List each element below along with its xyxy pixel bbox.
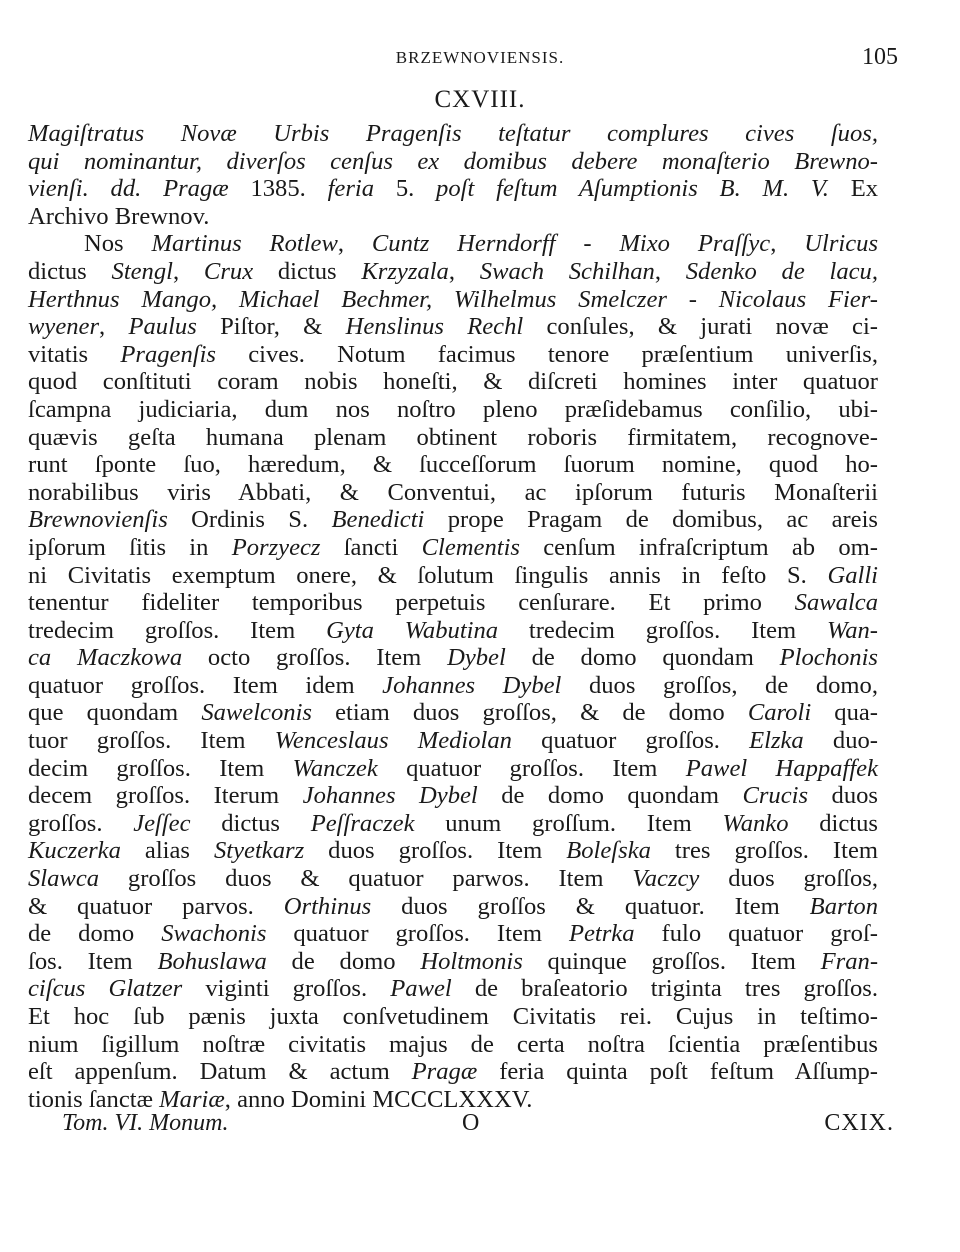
running-title: BRZEWNOVIENSIS. bbox=[395, 48, 565, 67]
text-line bbox=[28, 975, 878, 1003]
roman-text: quævis geſta humana plenam obtinent roboris firmitatem, recognove- bbox=[28, 423, 878, 451]
italic-text: Bohuslawa bbox=[157, 947, 267, 975]
text-line bbox=[28, 341, 878, 369]
text-line bbox=[28, 424, 878, 452]
italic-text: Pawel Happaffek bbox=[685, 754, 878, 782]
roman-text: , bbox=[770, 230, 805, 258]
text-line bbox=[28, 258, 878, 286]
italic-text: Pawel bbox=[390, 975, 452, 1003]
roman-text: groſſos duos & quatuor parwos. Item bbox=[99, 865, 633, 893]
italic-text: Porzyecz bbox=[231, 533, 321, 561]
roman-text: quod conſtituti coram nobis honeſti, & diſcreti homines inter quatuor bbox=[28, 368, 878, 396]
italic-text: qui nominantur, diverſos cenſus ex domibus debere monaſterio Brewno- bbox=[28, 147, 878, 175]
italic-text: Henslinus Rechl bbox=[345, 313, 524, 341]
roman-text: etiam duos groſſos, & de domo bbox=[311, 699, 748, 727]
italic-text: Sawalca bbox=[794, 589, 878, 617]
italic-text: Wenceslaus Mediolan bbox=[274, 727, 512, 755]
roman-text: quatuor groſſos. Item bbox=[266, 920, 569, 948]
roman-text: Archivo Brewnov. bbox=[28, 202, 210, 230]
italic-text: Slawca bbox=[28, 865, 100, 893]
roman-text: tuor groſſos. Item bbox=[28, 727, 275, 755]
italic-text: Pragenſis bbox=[120, 340, 216, 368]
italic-text: Magiſtratus Novæ Urbis Pragenſis teſtatur complures cives ſuos, bbox=[28, 120, 878, 147]
document-body bbox=[28, 120, 878, 1113]
roman-text: duos groſſos, de domo, bbox=[561, 671, 879, 699]
roman-text: duo- bbox=[803, 727, 878, 755]
roman-text: groſſos. bbox=[28, 809, 134, 837]
roman-text: tenentur fideliter temporibus perpetuis cenſurare. Et primo bbox=[28, 589, 795, 617]
roman-text: duos bbox=[808, 782, 878, 810]
roman-text: dictus bbox=[788, 809, 878, 837]
roman-text: Ex bbox=[828, 175, 879, 203]
roman-text: prope Pragam de domibus, ac areis bbox=[424, 506, 878, 534]
text-line bbox=[28, 230, 878, 258]
italic-text: Johannes Dybel bbox=[302, 782, 478, 810]
catchword: CXIX. bbox=[824, 1110, 894, 1136]
roman-text: quinque groſſos. Item bbox=[522, 947, 821, 975]
roman-text: de braſeatorio triginta tres groſſos. bbox=[451, 975, 878, 1003]
roman-text: runt ſponte ſuo, hæredum, & ſucceſſorum ſuorum nomine, quod ho- bbox=[28, 451, 878, 479]
italic-text: Boleſska bbox=[566, 837, 651, 865]
roman-text: , bbox=[448, 257, 480, 285]
text-line bbox=[28, 534, 878, 562]
text-line bbox=[28, 396, 878, 424]
text-line bbox=[28, 479, 878, 507]
document-text bbox=[28, 230, 878, 1113]
italic-text: Vaczcy bbox=[632, 865, 700, 893]
roman-text: feria quinta poſt feſtum Aſſump- bbox=[477, 1058, 878, 1086]
text-line bbox=[28, 313, 878, 341]
roman-text: tredecim groſſos. Item bbox=[498, 616, 827, 644]
sheet-signature: O bbox=[462, 1110, 480, 1136]
page-footer bbox=[0, 1110, 960, 1142]
volume-signature: Tom. VI. Monum. bbox=[62, 1110, 229, 1136]
italic-text: Holtmonis bbox=[420, 947, 523, 975]
roman-text: tionis ſanctæ bbox=[28, 1085, 160, 1113]
roman-text: 1385. bbox=[250, 175, 328, 203]
text-line bbox=[28, 368, 878, 396]
roman-text: fulo quatuor groſ- bbox=[634, 920, 878, 948]
text-line bbox=[28, 755, 878, 783]
text-line bbox=[28, 920, 878, 948]
roman-text: quatuor groſſos. Item bbox=[377, 754, 686, 782]
roman-text: nium ſigillum noſtræ civitatis majus de certa noſtra ſcientia præſentibus bbox=[28, 1030, 878, 1058]
document-summary bbox=[28, 120, 878, 230]
italic-text: Stengl bbox=[111, 257, 173, 285]
text-line bbox=[28, 148, 878, 176]
text-line bbox=[28, 672, 878, 700]
italic-text: Galli bbox=[827, 561, 878, 589]
italic-text: Petrka bbox=[568, 920, 635, 948]
italic-text: feria bbox=[327, 175, 396, 203]
italic-text: Brewnovienſis bbox=[28, 506, 168, 534]
text-line bbox=[28, 617, 878, 645]
roman-text: octo groſſos. Item bbox=[182, 644, 448, 672]
italic-text: Mariæ bbox=[159, 1085, 225, 1113]
roman-text: conſules, & jurati novæ ci- bbox=[523, 313, 878, 341]
italic-text: Swachonis bbox=[161, 920, 267, 948]
text-line bbox=[28, 203, 878, 231]
page-number: 105 bbox=[862, 44, 898, 70]
italic-text: Paulus bbox=[128, 313, 197, 341]
italic-text: poſt feſtum Aſumptionis B. M. V. bbox=[436, 175, 829, 203]
roman-text: qua- bbox=[811, 699, 878, 727]
roman-text: , bbox=[654, 257, 686, 285]
roman-text: , bbox=[337, 230, 372, 258]
italic-text: Plochonis bbox=[779, 644, 878, 672]
roman-text: quatuor groſſos. bbox=[511, 727, 750, 755]
roman-text: ni Civitatis exemptum onere, & ſolutum ſingulis annis in feſto S. bbox=[28, 561, 828, 589]
roman-text: Piſtor, & bbox=[196, 313, 346, 341]
text-line bbox=[28, 589, 878, 617]
italic-text: Benedicti bbox=[331, 506, 425, 534]
text-line bbox=[28, 644, 878, 672]
italic-text: Gyta Wabutina bbox=[326, 616, 499, 644]
text-line bbox=[28, 865, 878, 893]
text-line bbox=[28, 1058, 878, 1086]
italic-text: wyener bbox=[28, 313, 100, 341]
roman-text: de domo quondam bbox=[505, 644, 780, 672]
italic-text: Peſſraczek bbox=[310, 809, 415, 837]
text-line bbox=[28, 810, 878, 838]
italic-text: Ulricus bbox=[804, 230, 879, 258]
roman-text: que quondam bbox=[28, 699, 202, 727]
text-line bbox=[28, 893, 878, 921]
roman-text: dictus bbox=[253, 257, 362, 285]
italic-text: Krzyzala bbox=[361, 257, 449, 285]
text-line bbox=[28, 451, 878, 479]
roman-text: 5. bbox=[395, 175, 437, 203]
text-line bbox=[28, 175, 878, 203]
italic-text: Wan- bbox=[826, 616, 878, 644]
italic-text: Orthinus bbox=[283, 892, 372, 920]
roman-text: decim groſſos. Item bbox=[28, 754, 293, 782]
italic-text: Mixo Praſſyc bbox=[619, 230, 771, 258]
roman-text: eſt appenſum. Datum & actum bbox=[28, 1058, 412, 1086]
roman-text: ſancti bbox=[320, 533, 422, 561]
text-line bbox=[28, 120, 878, 148]
roman-text: cenſum infraſcriptum ab om- bbox=[519, 533, 878, 561]
text-line bbox=[28, 782, 878, 810]
italic-text: Barton bbox=[809, 892, 878, 920]
roman-text: ſos. Item bbox=[28, 947, 158, 975]
roman-text: quatuor groſſos. Item idem bbox=[28, 671, 383, 699]
roman-text: duos groſſos, bbox=[699, 865, 878, 893]
italic-text: vienſi. dd. Pragæ bbox=[28, 175, 251, 203]
italic-text: Sdenko de lacu, bbox=[685, 257, 879, 285]
italic-text: ciſcus Glatzer bbox=[28, 975, 183, 1003]
italic-text: Clementis bbox=[421, 533, 520, 561]
running-head bbox=[0, 44, 960, 74]
document-number: CXVIII. bbox=[434, 86, 526, 113]
text-line bbox=[28, 837, 878, 865]
roman-text: norabilibus viris Abbati, & Conventui, ac ipſorum futuris Monaſterii bbox=[28, 478, 878, 506]
roman-text: de domo bbox=[28, 920, 162, 948]
roman-text: ipſorum ſitis in bbox=[28, 533, 232, 561]
roman-text: de domo bbox=[266, 947, 421, 975]
roman-text: de domo quondam bbox=[477, 782, 743, 810]
italic-text: Styetkarz bbox=[214, 837, 305, 865]
text-line bbox=[28, 727, 878, 755]
roman-text: duos groſſos & quatuor. Item bbox=[371, 892, 810, 920]
roman-text: , anno Domini MCCCLXXXV. bbox=[224, 1085, 533, 1113]
roman-text: , bbox=[173, 257, 204, 285]
italic-text: ca Maczkowa bbox=[28, 644, 183, 672]
italic-text: Crux bbox=[203, 257, 254, 285]
roman-text: Ordinis S. bbox=[167, 506, 332, 534]
italic-text: Cuntz Herndorff bbox=[371, 230, 556, 258]
roman-text: vitatis bbox=[28, 340, 121, 368]
italic-text: Pragæ bbox=[411, 1058, 478, 1086]
italic-text: Kuczerka bbox=[28, 837, 121, 865]
roman-text: viginti groſſos. bbox=[182, 975, 391, 1003]
text-line bbox=[28, 699, 878, 727]
text-line bbox=[28, 562, 878, 590]
roman-text: - bbox=[555, 230, 620, 258]
italic-text: Johannes Dybel bbox=[382, 671, 562, 699]
roman-text: decem groſſos. Iterum bbox=[28, 782, 303, 810]
roman-text: Et hoc ſub pænis juxta conſvetudinem Civitatis rei. Cujus in teſtimo- bbox=[28, 1003, 878, 1030]
roman-text: cives. Notum facimus tenore præſentium univerſis, bbox=[216, 340, 878, 368]
italic-text: Dybel bbox=[447, 644, 506, 672]
italic-text: Elzka bbox=[749, 727, 804, 755]
roman-text: tres groſſos. Item bbox=[650, 837, 878, 865]
text-line bbox=[28, 286, 878, 314]
roman-text: alias bbox=[120, 837, 214, 865]
roman-text: unum groſſum. Item bbox=[414, 809, 723, 837]
roman-text: tredecim groſſos. Item bbox=[28, 616, 327, 644]
italic-text: Fran- bbox=[820, 947, 879, 975]
roman-text: dictus bbox=[28, 257, 112, 285]
italic-text: Martinus Rotlew bbox=[151, 230, 338, 258]
italic-text: Swach Schilhan bbox=[479, 257, 655, 285]
italic-text: Wanczek bbox=[292, 754, 378, 782]
roman-text: Nos bbox=[84, 230, 152, 258]
italic-text: Jeſſec bbox=[133, 809, 191, 837]
text-line bbox=[28, 948, 878, 976]
roman-text: , bbox=[99, 313, 129, 341]
text-line bbox=[28, 1003, 878, 1031]
roman-text: ſcampna judiciaria, dum nos noſtro pleno præſidebamus conſilio, ubi- bbox=[28, 395, 878, 423]
italic-text: Caroli bbox=[747, 699, 812, 727]
italic-text: Wanko bbox=[722, 809, 789, 837]
text-line bbox=[28, 506, 878, 534]
roman-text: dictus bbox=[190, 809, 311, 837]
roman-text: & quatuor parvos. bbox=[28, 892, 284, 920]
italic-text: Herthnus Mango, Michael Bechmer, Wilhelmus Smelczer - Nicolaus Fier- bbox=[28, 285, 878, 313]
roman-text: duos groſſos. Item bbox=[304, 837, 567, 865]
text-line bbox=[28, 1031, 878, 1059]
italic-text: Sawelconis bbox=[201, 699, 312, 727]
italic-text: Crucis bbox=[742, 782, 809, 810]
